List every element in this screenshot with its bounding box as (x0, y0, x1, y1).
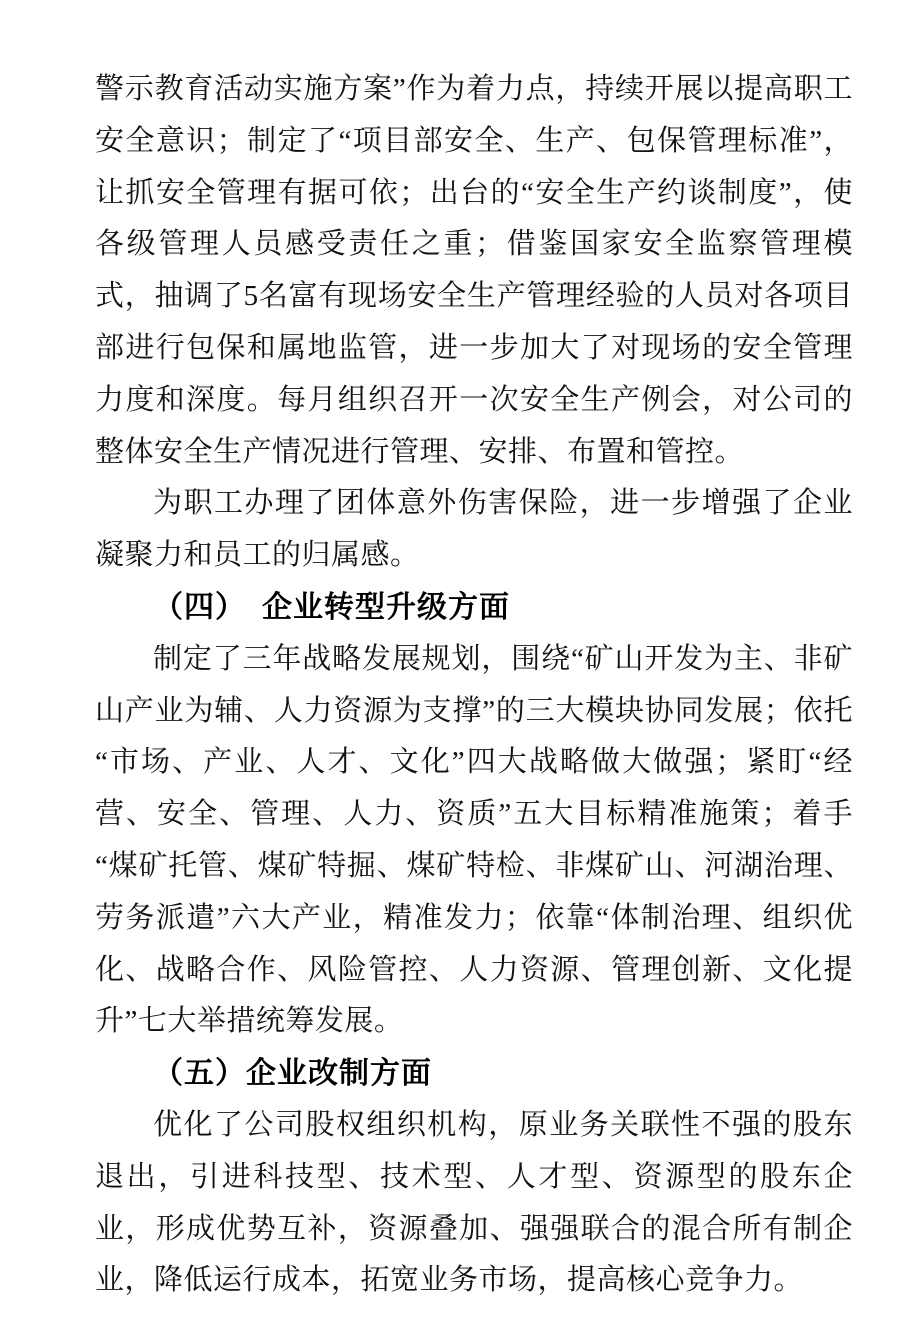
section-heading-enterprise-transformation: （四） 企业转型升级方面 (153, 590, 510, 624)
section-heading-enterprise-restructuring: （五）企业改制方面 (153, 1057, 432, 1091)
paragraph-safety-management-continuation: 警示教育活动实施方案”作为着力点，持续开展以提高职工安全意识；制定了“项目部安全、生产、包保管理标准”，让抓安全管理有据可依；出台的“安全生产约谈制度”，使各级管理人员感受责任之重；借鉴国家安全监察管理模式，抽调了5名富有现场安全生产管理经验的人员对各项目部进行包保和属地监管，进一步加大了对现场的安全管理力度和深度。每月组织召开一次安全生产例会，对公司的整体安全生产情况进行管理、安排、布置和管控。 (95, 73, 853, 468)
paragraph-shareholding-optimization: 优化了公司股权组织机构，原业务关联性不强的股东退出，引进科技型、技术型、人才型、资源型的股东企业，形成优势互补，资源叠加、强强联合的混合所有制企业，降低运行成本，拓宽业务市场，提高核心竞争力。 (95, 1108, 853, 1297)
paragraph-employee-insurance: 为职工办理了团体意外伤害保险，进一步增强了企业凝聚力和员工的归属感。 (95, 487, 853, 572)
paragraph-strategic-development-plan: 制定了三年战略发展规划，围绕“矿山开发为主、非矿山产业为辅、人力资源为支撑”的三大模块协同发展；依托“市场、产业、人才、文化”四大战略做大做强；紧盯“经营、安全、管理、人力、资质”五大目标精准施策；着手“煤矿托管、煤矿特掘、煤矿特检、非煤矿山、河湖治理、劳务派遣”六大产业，精准发力；依靠“体制治理、组织优化、战略合作、风险管控、人力资源、管理创新、文化提升”七大举措统筹发展。 (95, 642, 853, 1038)
